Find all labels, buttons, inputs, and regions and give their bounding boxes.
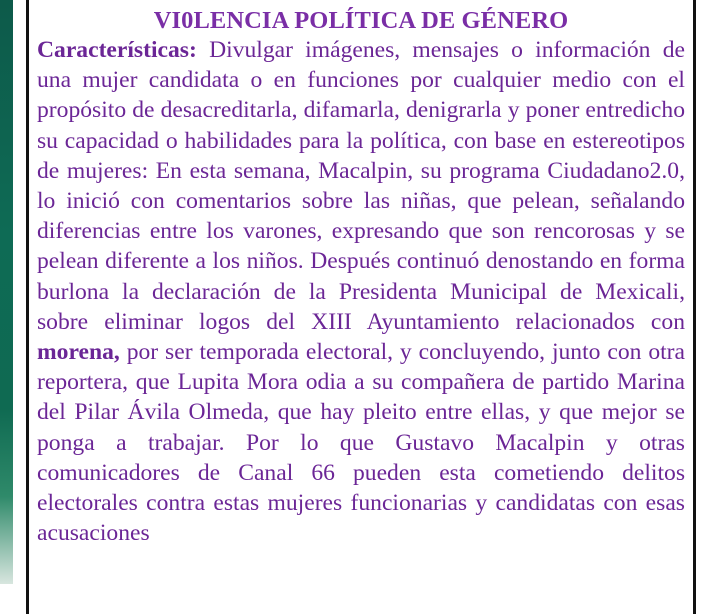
characteristics-label: Características: — [37, 37, 197, 63]
morena-label: morena, — [37, 339, 120, 366]
document-body — [37, 35, 685, 548]
body-text-part1: Divulgar imágenes, mensajes o información de una mujer candidata o en funciones por cualquier medio con el propósito de desacreditarla, difamarla, denigrarla y poner entredicho su capacidad o habilidades para la política, con base en estereotipos de mujeres: En esta semana, Macalpin, su programa Ciudadano2.0, lo inició con comentarios sobre las niñas, que pelean, señalando diferencias entre los varones, expresando que son rencorosas y se pelean diferente a los niños. Después continuó denostando en forma burlona la declaración de la Presidenta Municipal de Mexicali, sobre eliminar logos del XIII Ayuntamiento relacionados con — [37, 37, 685, 335]
left-edge-decoration — [0, 0, 13, 584]
document-content — [29, 0, 693, 548]
body-text-part2: por ser temporada electoral, y concluyendo, junto con otra reportera, que Lupita Mora odia a su compañera de partido Marina del Pilar Ávila Olmeda, que hay pleito entre ellas, y que mejor se ponga a trabajar. Por lo que Gustavo Macalpin y otras comunicadores de Canal 66 pueden esta cometiendo delitos electorales contra estas mujeres funcionarias y candidatas con esas acusaciones — [37, 339, 685, 547]
document-frame — [26, 0, 696, 614]
left-edge-blank — [0, 584, 13, 614]
document-title: VI0LENCIA POLÍTICA DE GÉNERO — [153, 7, 569, 34]
